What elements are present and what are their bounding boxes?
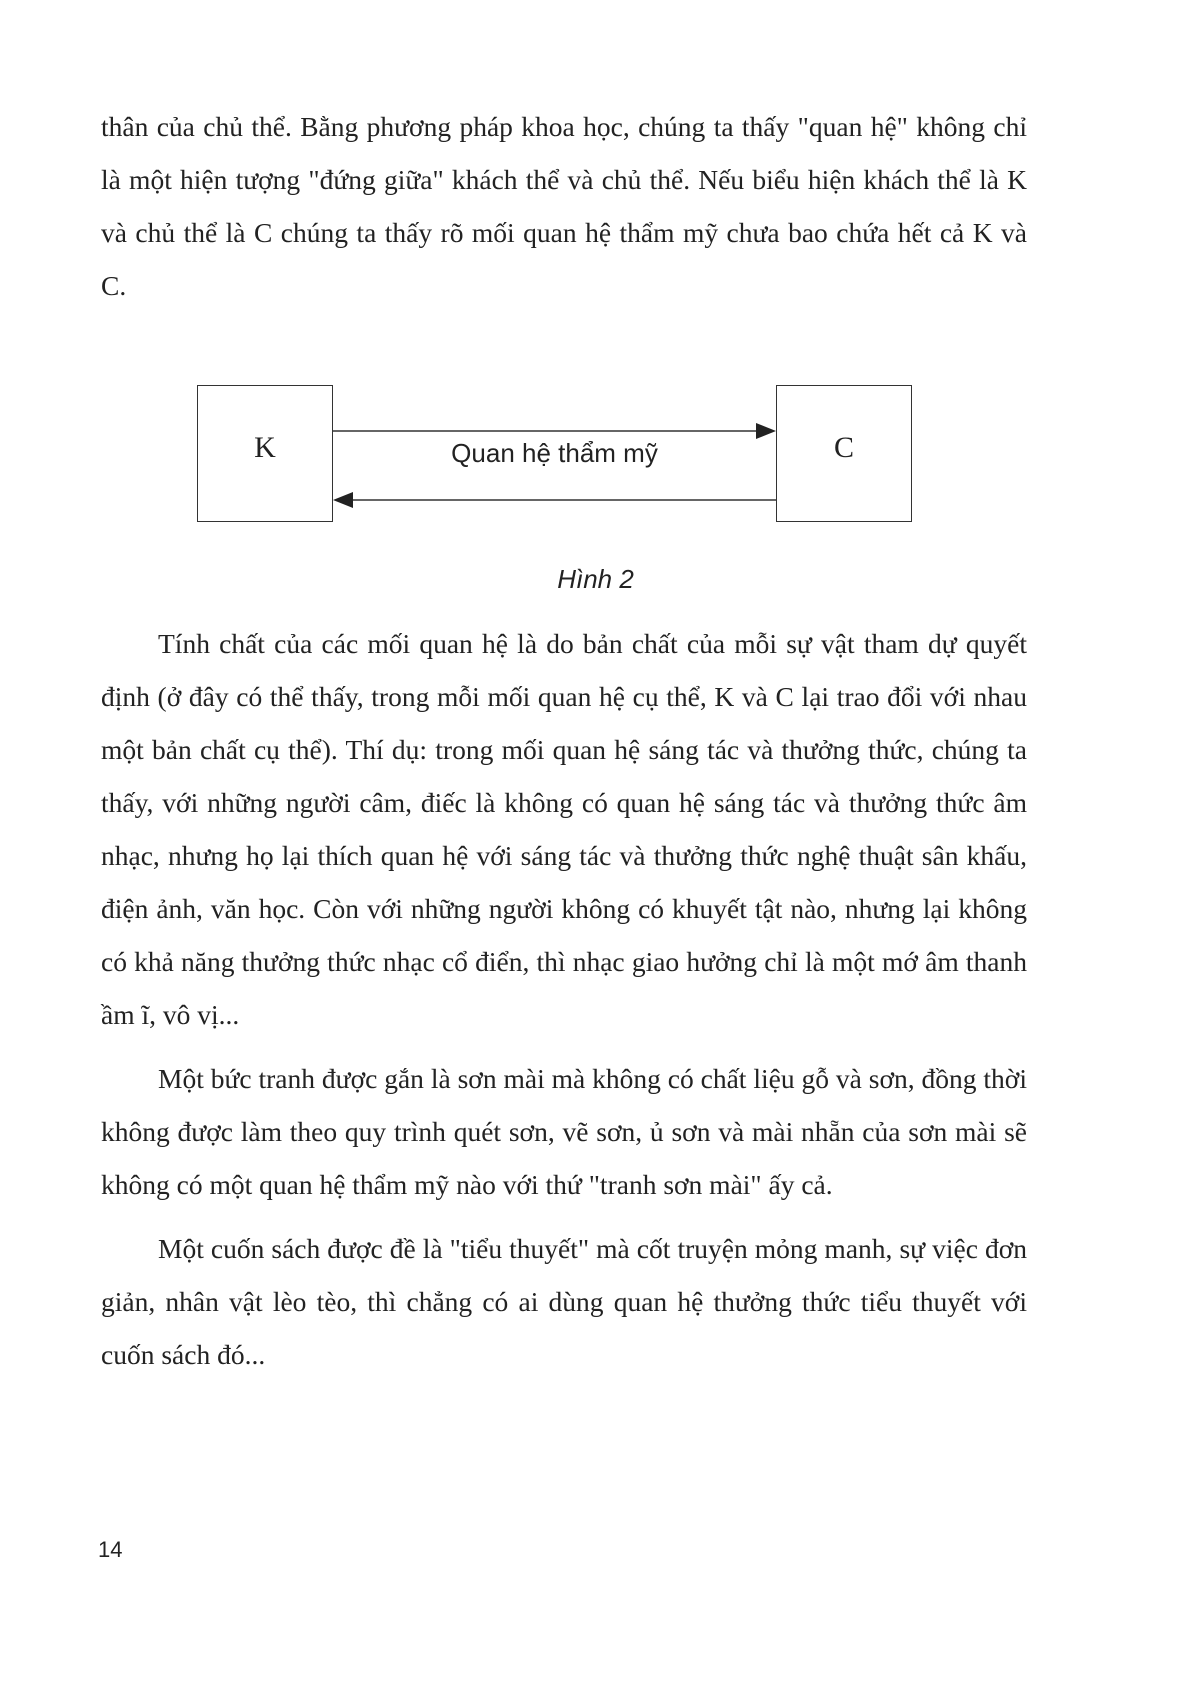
top-paragraph-block [101, 100, 1027, 312]
paragraph: Một cuốn sách được đề là "tiểu thuyết" mà cốt truyện mỏng manh, sự việc đơn giản, nhân vật lèo tèo, thì chẳng có ai dùng quan hệ thưởng thức tiểu thuyết với cuốn sách đó... [101, 1233, 1027, 1370]
box-c: C [776, 385, 912, 522]
top-paragraph: thân của chủ thể. Bằng phương pháp khoa học, chúng ta thấy "quan hệ" không chỉ là một hiện tượng "đứng giữa" khách thể và chủ thể. Nếu biểu hiện khách thể là K và chủ thể là C chúng ta thấy rõ mối quan hệ thẩm mỹ chưa bao chứa hết cả K và C. [101, 111, 1027, 301]
body-paragraphs [101, 617, 1027, 1381]
page-number: 14 [98, 1537, 123, 1562]
arrow-head-left [333, 492, 353, 508]
relation-label: Quan hệ thẩm mỹ [451, 438, 658, 468]
figure-caption: Hình 2 [557, 564, 634, 594]
paragraph: Tính chất của các mối quan hệ là do bản chất của mỗi sự vật tham dự quyết định (ở đây có thể thấy, trong mỗi mối quan hệ cụ thể, K và C lại trao đổi với nhau một bản chất cụ thể). Thí dụ: trong mối quan hệ sáng tác và thưởng thức, chúng ta thấy, với những người câm, điếc là không có quan hệ sáng tác và thưởng thức âm nhạc, nhưng họ lại thích quan hệ với sáng tác và thưởng thức nghệ thuật sân khấu, điện ảnh, văn học. Còn với những người không có khuyết tật nào, nhưng lại không có khả năng thưởng thức nhạc cổ điển, thì nhạc giao hưởng chỉ là một mớ âm thanh ầm ĩ, vô vị... [101, 628, 1027, 1030]
paragraph: Một bức tranh được gắn là sơn mài mà không có chất liệu gỗ và sơn, đồng thời không được làm theo quy trình quét sơn, vẽ sơn, ủ sơn và mài nhẵn của sơn mài sẽ không có một quan hệ thẩm mỹ nào với thứ "tranh sơn mài" ấy cả. [101, 1063, 1027, 1200]
relation-diagram [194, 385, 914, 525]
box-k: K [197, 385, 333, 522]
